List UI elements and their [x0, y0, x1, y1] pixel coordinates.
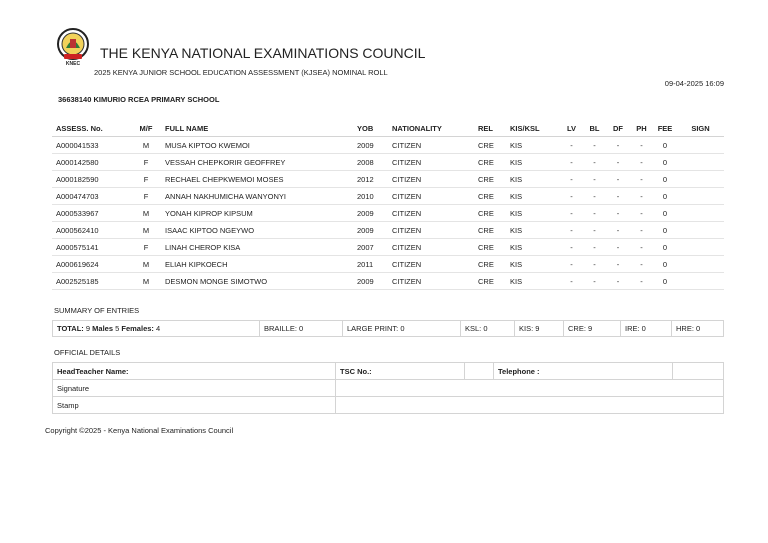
cell-sign [677, 188, 724, 205]
cell-df: - [606, 205, 630, 222]
stamp-field [336, 397, 724, 414]
cell-bl: - [583, 154, 606, 171]
cell-nationality: CITIZEN [388, 154, 474, 171]
cell-gender: F [131, 154, 161, 171]
cell-sign [677, 256, 724, 273]
cell-bl: - [583, 171, 606, 188]
cell-rel: CRE [474, 188, 506, 205]
summary-ire: IRE: 0 [621, 321, 672, 337]
org-name: THE KENYA NATIONAL EXAMINATIONS COUNCIL [100, 45, 426, 61]
cell-bl: - [583, 205, 606, 222]
cell-gender: F [131, 188, 161, 205]
cell-ph: - [630, 222, 653, 239]
cell-kis-ksl: KIS [506, 154, 560, 171]
cell-full-name: MUSA KIPTOO KWEMOI [161, 137, 353, 154]
column-header-yob: YOB [353, 120, 388, 137]
cell-kis-ksl: KIS [506, 273, 560, 290]
cell-ph: - [630, 154, 653, 171]
cell-assess-no: A000182590 [52, 171, 131, 188]
headteacher-label: HeadTeacher Name: [57, 366, 129, 376]
signature-field [336, 380, 724, 397]
knec-logo [55, 28, 91, 66]
cell-full-name: ELIAH KIPKOECH [161, 256, 353, 273]
cell-nationality: CITIZEN [388, 137, 474, 154]
cell-rel: CRE [474, 154, 506, 171]
column-header-full-name: FULL NAME [161, 120, 353, 137]
cell-rel: CRE [474, 205, 506, 222]
cell-df: - [606, 273, 630, 290]
tsc-label: TSC No.: [340, 366, 372, 376]
cell-lv: - [560, 256, 583, 273]
cell-gender: M [131, 256, 161, 273]
cell-sign [677, 239, 724, 256]
column-header-assess-no: ASSESS. No. [52, 120, 131, 137]
cell-fee: 0 [653, 137, 677, 154]
summary-totals: TOTAL: 9 Males 5 Females: 4 [53, 321, 260, 337]
cell-yob: 2009 [353, 137, 388, 154]
tsc-value [465, 363, 494, 380]
cell-gender: F [131, 239, 161, 256]
cell-full-name: ANNAH NAKHUMICHA WANYONYI [161, 188, 353, 205]
cell-df: - [606, 137, 630, 154]
cell-lv: - [560, 154, 583, 171]
summary-large-print: LARGE PRINT: 0 [343, 321, 461, 337]
cell-full-name: ISAAC KIPTOO NGEYWO [161, 222, 353, 239]
cell-assess-no: A000575141 [52, 239, 131, 256]
cell-kis-ksl: KIS [506, 205, 560, 222]
cell-ph: - [630, 239, 653, 256]
official-heading: OFFICIAL DETAILS [54, 348, 121, 357]
telephone-label: Telephone : [498, 366, 540, 376]
cell-df: - [606, 154, 630, 171]
table-row [52, 171, 724, 188]
cell-assess-no: A000562410 [52, 222, 131, 239]
cell-assess-no: A000533967 [52, 205, 131, 222]
cell-assess-no: A000041533 [52, 137, 131, 154]
cell-ph: - [630, 171, 653, 188]
cell-full-name: DESMON MONGE SIMOTWO [161, 273, 353, 290]
cell-nationality: CITIZEN [388, 188, 474, 205]
official-row-stamp [53, 397, 724, 414]
nominal-roll-table [52, 120, 724, 290]
official-row-names [53, 363, 724, 380]
cell-bl: - [583, 256, 606, 273]
cell-gender: M [131, 273, 161, 290]
cell-bl: - [583, 222, 606, 239]
cell-assess-no: A000474703 [52, 188, 131, 205]
cell-nationality: CITIZEN [388, 273, 474, 290]
cell-assess-no: A000142580 [52, 154, 131, 171]
cell-nationality: CITIZEN [388, 205, 474, 222]
summary-hre: HRE: 0 [672, 321, 724, 337]
cell-rel: CRE [474, 273, 506, 290]
column-header-kis-ksl: KIS/KSL [506, 120, 560, 137]
cell-ph: - [630, 273, 653, 290]
cell-yob: 2011 [353, 256, 388, 273]
table-row [52, 256, 724, 273]
cell-ph: - [630, 256, 653, 273]
cell-fee: 0 [653, 188, 677, 205]
cell-kis-ksl: KIS [506, 239, 560, 256]
table-header-row [52, 120, 724, 137]
cell-yob: 2012 [353, 171, 388, 188]
cell-sign [677, 273, 724, 290]
cell-rel: CRE [474, 137, 506, 154]
stamp-label: Stamp [53, 397, 336, 414]
cell-df: - [606, 256, 630, 273]
cell-ph: - [630, 188, 653, 205]
telephone-value [673, 363, 724, 380]
table-row [52, 205, 724, 222]
table-row [52, 137, 724, 154]
cell-rel: CRE [474, 256, 506, 273]
cell-fee: 0 [653, 256, 677, 273]
cell-kis-ksl: KIS [506, 137, 560, 154]
cell-full-name: YONAH KIPROP KIPSUM [161, 205, 353, 222]
document-subtitle: 2025 KENYA JUNIOR SCHOOL EDUCATION ASSESSMENT (KJSEA) NOMINAL ROLL [94, 68, 388, 77]
official-row-signature [53, 380, 724, 397]
copyright: Copyright ©2025 - Kenya National Examinations Council [45, 426, 234, 435]
cell-fee: 0 [653, 222, 677, 239]
cell-yob: 2009 [353, 222, 388, 239]
cell-gender: M [131, 222, 161, 239]
cell-bl: - [583, 188, 606, 205]
summary-ksl: KSL: 0 [461, 321, 515, 337]
cell-fee: 0 [653, 171, 677, 188]
cell-fee: 0 [653, 154, 677, 171]
summary-braille: BRAILLE: 0 [260, 321, 343, 337]
column-header-fee: FEE [653, 120, 677, 137]
cell-lv: - [560, 188, 583, 205]
cell-full-name: LINAH CHEROP KISA [161, 239, 353, 256]
print-datetime: 09-04-2025 16:09 [664, 79, 724, 88]
cell-kis-ksl: KIS [506, 188, 560, 205]
cell-yob: 2009 [353, 273, 388, 290]
cell-kis-ksl: KIS [506, 171, 560, 188]
cell-bl: - [583, 273, 606, 290]
cell-yob: 2008 [353, 154, 388, 171]
column-header-gender: M/F [131, 120, 161, 137]
summary-table [52, 320, 724, 337]
cell-sign [677, 171, 724, 188]
column-header-lv: LV [560, 120, 583, 137]
school-name: 36638140 KIMURIO RCEA PRIMARY SCHOOL [58, 95, 220, 104]
cell-kis-ksl: KIS [506, 222, 560, 239]
cell-kis-ksl: KIS [506, 256, 560, 273]
cell-lv: - [560, 273, 583, 290]
cell-df: - [606, 222, 630, 239]
cell-sign [677, 205, 724, 222]
cell-ph: - [630, 137, 653, 154]
cell-fee: 0 [653, 239, 677, 256]
official-details-table [52, 362, 724, 414]
cell-yob: 2007 [353, 239, 388, 256]
cell-nationality: CITIZEN [388, 239, 474, 256]
cell-nationality: CITIZEN [388, 171, 474, 188]
column-header-bl: BL [583, 120, 606, 137]
summary-heading: SUMMARY OF ENTRIES [54, 306, 140, 315]
cell-sign [677, 154, 724, 171]
cell-gender: F [131, 171, 161, 188]
table-row [52, 222, 724, 239]
summary-row [53, 321, 724, 337]
cell-yob: 2009 [353, 205, 388, 222]
column-header-df: DF [606, 120, 630, 137]
column-header-nationality: NATIONALITY [388, 120, 474, 137]
cell-lv: - [560, 205, 583, 222]
cell-rel: CRE [474, 222, 506, 239]
cell-bl: - [583, 137, 606, 154]
summary-cre: CRE: 9 [564, 321, 621, 337]
table-row [52, 273, 724, 290]
cell-rel: CRE [474, 171, 506, 188]
cell-df: - [606, 239, 630, 256]
cell-df: - [606, 171, 630, 188]
cell-nationality: CITIZEN [388, 222, 474, 239]
cell-rel: CRE [474, 239, 506, 256]
table-row [52, 188, 724, 205]
cell-gender: M [131, 205, 161, 222]
cell-fee: 0 [653, 273, 677, 290]
cell-yob: 2010 [353, 188, 388, 205]
cell-full-name: VESSAH CHEPKORIR GEOFFREY [161, 154, 353, 171]
cell-nationality: CITIZEN [388, 256, 474, 273]
cell-lv: - [560, 137, 583, 154]
cell-lv: - [560, 239, 583, 256]
cell-sign [677, 222, 724, 239]
signature-label: Signature [53, 380, 336, 397]
cell-full-name: RECHAEL CHEPKWEMOI MOSES [161, 171, 353, 188]
cell-lv: - [560, 222, 583, 239]
cell-assess-no: A000619624 [52, 256, 131, 273]
column-header-ph: PH [630, 120, 653, 137]
cell-bl: - [583, 239, 606, 256]
cell-assess-no: A002525185 [52, 273, 131, 290]
cell-df: - [606, 188, 630, 205]
cell-gender: M [131, 137, 161, 154]
cell-lv: - [560, 171, 583, 188]
table-row [52, 154, 724, 171]
svg-text:KNEC: KNEC [65, 61, 81, 66]
column-header-sign: SIGN [677, 120, 724, 137]
table-row [52, 239, 724, 256]
cell-ph: - [630, 205, 653, 222]
cell-fee: 0 [653, 205, 677, 222]
column-header-rel: REL [474, 120, 506, 137]
summary-kis: KIS: 9 [515, 321, 564, 337]
cell-sign [677, 137, 724, 154]
